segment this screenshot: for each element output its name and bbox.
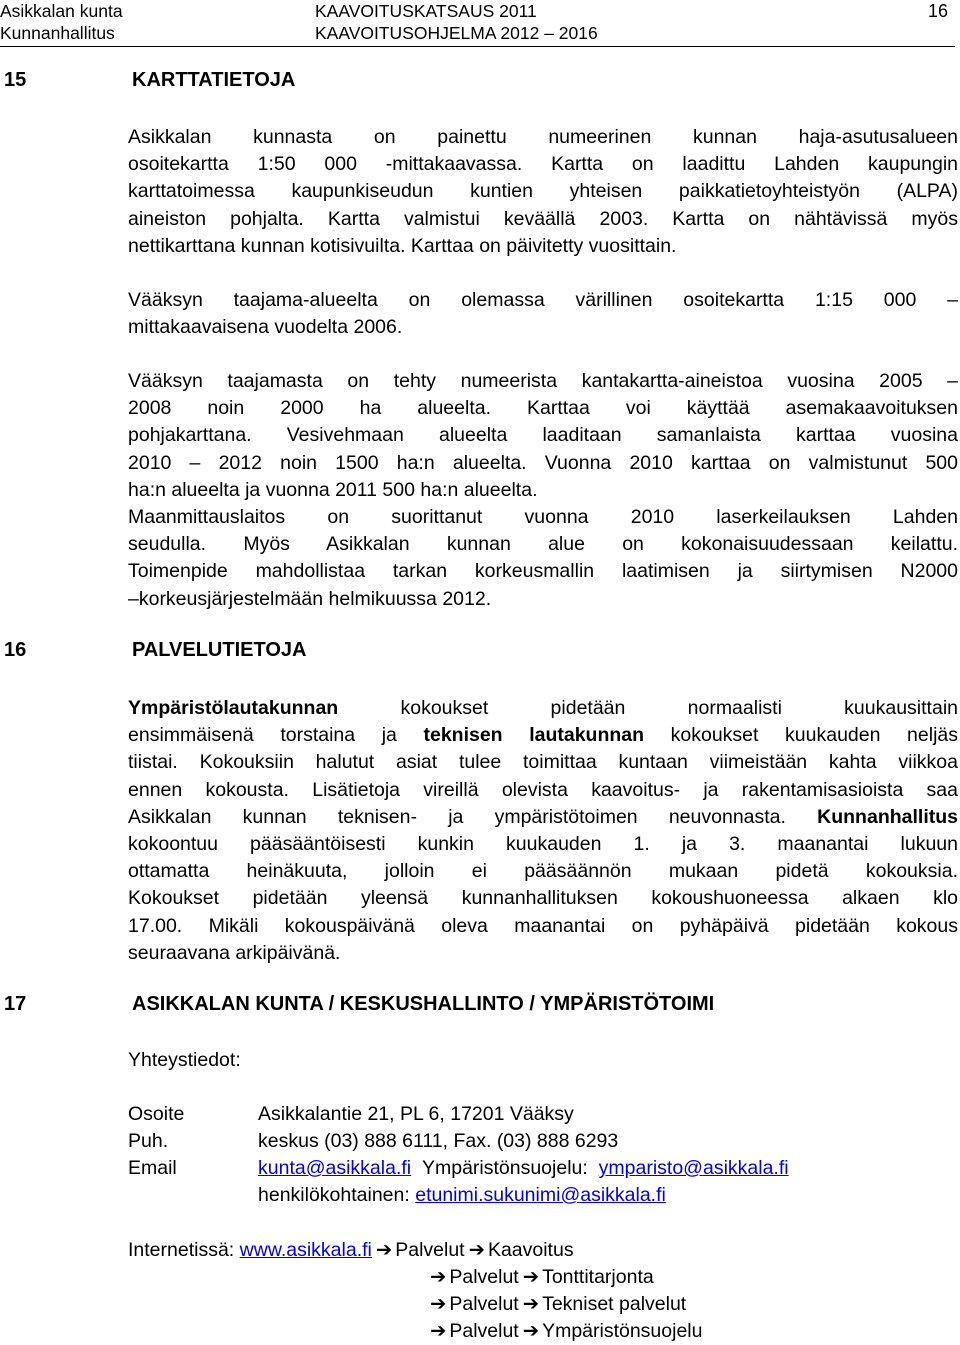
phone-label: Puh. (128, 1130, 169, 1152)
phone-row (128, 1128, 618, 1155)
header-department: Kunnanhallitus (0, 23, 115, 43)
text-line: Toimenpide mahdollistaa tarkan korkeusmallin laatimisen ja siirtymisen N2000 (128, 560, 958, 583)
nav-path-row (426, 1317, 702, 1345)
personal-email-label: henkilökohtainen: (258, 1184, 410, 1206)
section-17-heading (4, 992, 714, 1016)
text-line: kokoontuu pääsääntöisesti kunkin kuukauden 1. ja 3. maanantai lukuun (128, 833, 958, 856)
arrow-right-icon: ➔ (522, 1292, 540, 1315)
text-line: Asikkalan kunnasta on painettu numeerinen kunnan haja-asutusalueen (128, 126, 958, 148)
email-row (128, 1155, 789, 1182)
arrow-right-icon: ➔ (375, 1238, 393, 1261)
text-line: Maanmittauslaitos on suorittanut vuonna 2010 laserkeilauksen Lahden (128, 506, 958, 529)
section-15-heading (4, 68, 295, 92)
page-header (0, 0, 960, 48)
text-line: Vääksyn taajamasta on tehty numeerista kantakartta-aineistoa vuosina 2005 – (128, 370, 958, 392)
email-environment-link[interactable]: ymparisto@asikkala.fi (598, 1157, 789, 1179)
text-line: seuraavana arkipäivänä. (128, 941, 341, 964)
section-16-heading (4, 638, 306, 662)
text-line: Ympäristölautakunnan kokoukset pidetään normaalisti kuukausittain (128, 697, 958, 719)
header-title: KAAVOITUSKATSAUS 2011 (315, 1, 537, 21)
text-line: –korkeusjärjestelmään helmikuussa 2012. (128, 587, 492, 610)
text-line: 2010 – 2012 noin 1500 ha:n alueelta. Vuonna 2010 karttaa on valmistunut 500 (128, 451, 958, 474)
email-general-link[interactable]: kunta@asikkala.fi (258, 1157, 412, 1179)
text-line: ha:n alueelta ja vuonna 2011 500 ha:n alueelta. (128, 478, 538, 501)
text-line: aineiston pohjalta. Kartta valmistui keväällä 2003. Kartta on nähtävissä myös (128, 207, 958, 230)
text-line: tiistai. Kokouksiin halutut asiat tulee toimittaa kuntaan viimeistään kahta viikkoa (128, 751, 958, 774)
text-line: ennen kokousta. Lisätietoja vireillä olevista kaavoitus- ja rakentamisasioista saa (128, 778, 958, 801)
phone-value: keskus (03) 888 6111, Fax. (03) 888 6293 (258, 1130, 619, 1152)
environment-label: Ympäristönsuojelu: (421, 1157, 588, 1179)
contacts-heading: Yhteystiedot: (128, 1049, 241, 1071)
arrow-right-icon: ➔ (468, 1238, 485, 1261)
text-line: osoitekartta 1:50 000 -mittakaavassa. Kartta on laadittu Lahden kaupungin (128, 153, 958, 176)
header-left (0, 0, 123, 44)
nav-path-row (426, 1263, 654, 1291)
arrow-right-icon: ➔ (522, 1319, 540, 1342)
header-municipality: Asikkalan kunta (0, 1, 123, 21)
section-title: KARTTATIETOJA (132, 69, 296, 91)
address-value: Asikkalantie 21, PL 6, 17201 Vääksy (258, 1103, 574, 1125)
text-line: Vääksyn taajama-alueelta on olemassa värillinen osoitekartta 1:15 000 – (128, 289, 958, 311)
header-subtitle: KAAVOITUSOHJELMA 2012 – 2016 (315, 23, 598, 43)
text-line: Kokoukset pidetään yleensä kunnanhallituksen kokoushuoneessa alkaen klo (128, 887, 958, 910)
internet-label: Internetissä: (128, 1239, 235, 1261)
nav-path-level-1: Palvelut (395, 1239, 465, 1261)
section-15-paragraph-2 (128, 287, 958, 341)
header-center (315, 0, 598, 44)
header-rule (0, 46, 955, 47)
nav-path-level-2: Tekniset palvelut (542, 1293, 687, 1315)
email-label: Email (128, 1157, 177, 1179)
section-number: 15 (4, 69, 27, 91)
nav-path-level-2: Ympäristönsuojelu (542, 1320, 703, 1342)
internet-row (128, 1236, 574, 1264)
section-number: 16 (4, 639, 27, 661)
section-15-paragraph-1 (128, 124, 958, 260)
text-line: ensimmäisenä torstaina ja teknisen lautakunnan kokoukset kuukauden neljäs (128, 724, 958, 747)
bold-term: Ympäristölautakunnan (128, 697, 339, 719)
text-line: seudulla. Myös Asikkalan kunnan alue on kokonaisuudessaan keilattu. (128, 533, 958, 556)
nav-path-level-1: Palvelut (449, 1293, 519, 1315)
text-line: nettikarttana kunnan kotisivuilta. Karttaa on päivitetty vuosittain. (128, 234, 677, 257)
nav-path-level-1: Palvelut (449, 1320, 519, 1342)
section-number: 17 (4, 993, 27, 1015)
bold-term: Kunnanhallitus (817, 805, 958, 828)
text-line: pohjakarttana. Vesivehmaan alueelta laaditaan samanlaista karttaa vuosina (128, 424, 958, 447)
text-line: ottamatta heinäkuuta, jolloin ei pääsäännön mukaan pidetä kokouksia. (128, 860, 958, 883)
arrow-right-icon: ➔ (522, 1265, 540, 1288)
nav-path-level-1: Palvelut (449, 1266, 519, 1288)
arrow-right-icon: ➔ (430, 1292, 447, 1315)
section-16-paragraph (128, 695, 958, 967)
text-line: 17.00. Mikäli kokouspäivänä oleva maanantai on pyhäpäivä pidetään kokous (128, 914, 958, 937)
nav-path-level-2: Kaavoitus (487, 1239, 574, 1261)
text-line: mittakaavaisena vuodelta 2006. (128, 316, 403, 339)
address-label: Osoite (128, 1103, 185, 1125)
section-title: PALVELUTIETOJA (132, 639, 307, 661)
arrow-right-icon: ➔ (430, 1265, 447, 1288)
email-personal-link[interactable]: etunimi.sukunimi@asikkala.fi (415, 1184, 666, 1206)
website-link[interactable]: www.asikkala.fi (239, 1239, 372, 1261)
page-number: 16 (927, 1, 948, 21)
personal-email-row (128, 1182, 666, 1209)
nav-path-level-2: Tonttitarjonta (542, 1266, 654, 1288)
text-line: Asikkalan kunnan teknisen- ja ympäristötoimen neuvonnasta. Kunnanhallitus (128, 805, 958, 828)
text-line: karttatoimessa kaupunkiseudun kuntien yhteisen paikkatietoyhteistyön (ALPA) (128, 180, 958, 203)
text-line: 2008 noin 2000 ha alueelta. Karttaa voi käyttää asemakaavoituksen (128, 397, 958, 420)
section-15-paragraph-3 (128, 368, 958, 613)
address-row (128, 1101, 574, 1128)
bold-term: teknisen lautakunnan (423, 724, 645, 747)
section-title: ASIKKALAN KUNTA / KESKUSHALLINTO / YMPÄRISTÖTOIMI (132, 993, 715, 1015)
nav-path-row (426, 1290, 686, 1318)
arrow-right-icon: ➔ (430, 1319, 447, 1342)
